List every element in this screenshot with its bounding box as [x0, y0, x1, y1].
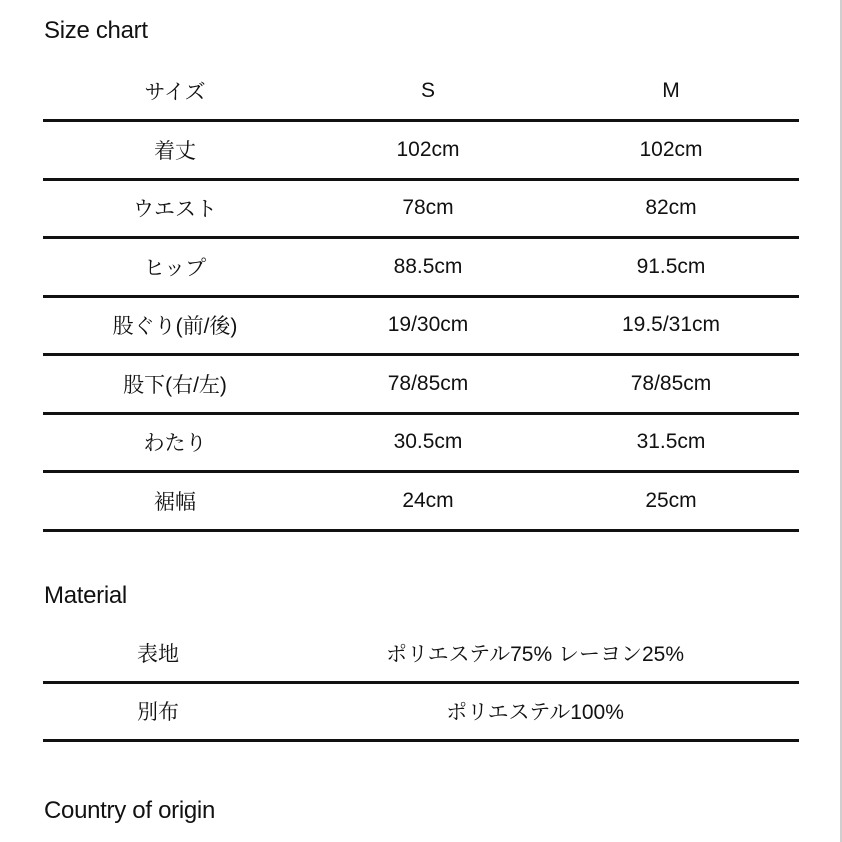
row-value-m: 102cm — [639, 137, 703, 161]
row-value-m: 91.5cm — [636, 254, 706, 278]
header-size-label: サイズ — [144, 80, 206, 104]
size-chart-table — [43, 62, 799, 532]
table-row — [43, 356, 799, 415]
row-value-s: 78cm — [402, 196, 454, 220]
material-title: Material — [44, 582, 127, 609]
material-part-label: 表地 — [137, 642, 179, 666]
row-value-s: 102cm — [396, 137, 460, 161]
header-size-s: S — [420, 78, 436, 102]
material-composition: ポリエステル75% レーヨン25% — [385, 642, 685, 666]
row-value-s: 78/85cm — [387, 371, 469, 395]
row-value-m: 82cm — [645, 196, 697, 220]
row-value-s: 88.5cm — [393, 254, 463, 278]
table-row — [43, 415, 799, 474]
row-value-m: 31.5cm — [636, 430, 706, 454]
country-of-origin-title: Country of origin — [44, 797, 215, 824]
row-value-s: 30.5cm — [393, 430, 463, 454]
header-size-m: M — [662, 78, 680, 102]
row-label: ウエスト — [133, 198, 217, 222]
row-label: わたり — [143, 432, 207, 456]
material-row — [43, 625, 799, 684]
material-composition: ポリエステル100% — [446, 701, 624, 725]
table-row — [43, 298, 799, 357]
row-label: 着丈 — [154, 139, 196, 163]
row-label: 裾幅 — [154, 490, 196, 514]
row-value-m: 19.5/31cm — [621, 313, 721, 337]
row-label: 股下(右/左) — [123, 373, 227, 397]
row-label: ヒップ — [143, 256, 207, 280]
table-row — [43, 239, 799, 298]
material-part-label: 別布 — [137, 701, 179, 725]
size-chart-title: Size chart — [44, 17, 148, 44]
table-row — [43, 473, 799, 532]
row-value-m: 78/85cm — [630, 371, 712, 395]
table-header-row — [43, 62, 799, 122]
material-row — [43, 684, 799, 743]
row-value-m: 25cm — [645, 488, 697, 512]
table-row — [43, 122, 799, 181]
row-label: 股ぐり(前/後) — [112, 315, 238, 339]
row-value-s: 19/30cm — [387, 313, 469, 337]
row-value-s: 24cm — [402, 488, 454, 512]
table-row — [43, 181, 799, 240]
material-table — [43, 625, 799, 742]
